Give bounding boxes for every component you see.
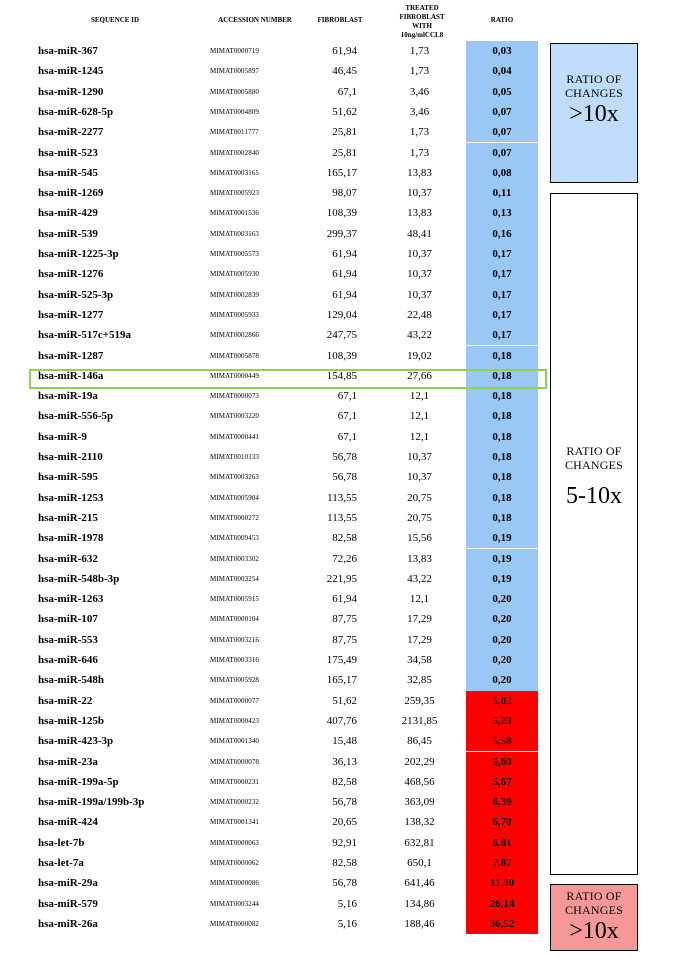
fibroblast-value-cell: 61,94 — [332, 248, 357, 260]
ratio-value-cell: 5,58 — [466, 731, 538, 751]
fibroblast-value-cell: 56,78 — [332, 471, 357, 484]
ratio-value-cell: 0,20 — [466, 650, 538, 670]
fibroblast-value-cell: 154,85 — [326, 369, 357, 382]
ratio-value-cell: 5,67 — [466, 772, 538, 792]
accession-number-cell: MIMAT0003254 — [210, 574, 260, 583]
fibroblast-value-cell: 299,37 — [326, 227, 357, 240]
fibroblast-value-cell: 92,91 — [332, 836, 357, 849]
fibroblast-value-cell: 82,58 — [332, 532, 357, 545]
accession-number-cell: MIMAT0000232 — [210, 798, 260, 807]
ratio-box-bottom-line2: CHANGES — [564, 903, 624, 917]
treated-value-cell: 259,35 — [404, 694, 435, 707]
fibroblast-value-cell: 15,48 — [332, 735, 357, 748]
ratio-value-cell: 0,18 — [466, 467, 538, 487]
ratio-value-cell: 0,18 — [466, 488, 538, 508]
fibroblast-value-cell: 61,94 — [332, 288, 357, 301]
sequence-id-cell: hsa-miR-556-5p — [38, 410, 114, 423]
accession-number-cell: MIMAT0005915 — [210, 595, 260, 604]
sequence-id-cell: hsa-miR-1269 — [38, 187, 104, 200]
accession-number-cell: MIMAT0003244 — [210, 899, 260, 908]
ratio-value-cell: 36,52 — [466, 914, 538, 934]
treated-value-cell: 468,56 — [404, 775, 435, 788]
ratio-value-cell: 0,17 — [466, 305, 538, 325]
treated-value-cell: 202,29 — [404, 755, 435, 768]
ratio-box-bottom-value: >10x — [569, 918, 619, 944]
sequence-id-cell: hsa-miR-525-3p — [38, 288, 114, 301]
ratio-box-bottom-line1: RATIO OF — [566, 889, 622, 903]
accession-number-cell: MIMAT0003316 — [210, 656, 260, 664]
ratio-value-cell: 5,02 — [466, 691, 538, 711]
accession-number-cell: MIMAT0000423 — [210, 716, 260, 725]
accession-number-cell: MIMAT0005878 — [210, 351, 260, 360]
treated-value-cell: 19,02 — [407, 349, 432, 362]
sequence-id-cell: hsa-miR-29a — [38, 877, 98, 890]
treated-value-cell: 188,46 — [404, 917, 435, 930]
ratio-value-cell: 0,20 — [466, 670, 538, 690]
accession-number-cell: MIMAT0002839 — [210, 290, 260, 299]
header-sequence-id: SEQUENCE ID — [90, 16, 140, 24]
sequence-id-cell: hsa-miR-146a — [38, 369, 104, 382]
sequence-id-cell: hsa-miR-595 — [38, 471, 98, 484]
accession-number-cell: MIMAT0005933 — [210, 310, 260, 319]
fibroblast-value-cell: 108,39 — [326, 349, 357, 362]
fibroblast-value-cell: 67,1 — [337, 390, 357, 403]
ratio-box-top-line1: RATIO OF — [566, 72, 622, 86]
ratio-value-cell: 6,39 — [466, 792, 538, 812]
sequence-id-cell: hsa-miR-553 — [38, 633, 98, 646]
fibroblast-value-cell: 56,78 — [332, 451, 357, 463]
header-fibroblast: FIBROBLAST — [317, 16, 363, 24]
sequence-id-cell: hsa-miR-215 — [38, 511, 98, 524]
ratio-value-cell: 0,18 — [466, 427, 538, 447]
ratio-value-cell: 0,18 — [466, 386, 538, 406]
sequence-id-cell: hsa-miR-548h — [38, 674, 105, 687]
treated-value-cell: 43,22 — [407, 329, 432, 342]
fibroblast-value-cell: 46,45 — [332, 65, 357, 78]
treated-value-cell: 10,37 — [407, 451, 432, 463]
sequence-id-cell: hsa-miR-1276 — [38, 268, 104, 281]
ratio-value-cell: 0,20 — [466, 609, 538, 629]
treated-value-cell: 10,37 — [407, 248, 432, 260]
sequence-id-cell: hsa-miR-632 — [38, 552, 98, 565]
sequence-id-cell: hsa-miR-1263 — [38, 593, 104, 606]
treated-value-cell: 3,46 — [409, 105, 430, 118]
accession-number-cell: MIMAT0003220 — [210, 412, 260, 421]
ratio-value-cell: 0,17 — [466, 285, 538, 305]
treated-value-cell: 10,37 — [407, 268, 432, 281]
sequence-id-cell: hsa-miR-26a — [38, 917, 98, 930]
fibroblast-value-cell: 56,78 — [332, 877, 357, 890]
accession-number-cell: MIMAT0000077 — [210, 696, 260, 705]
header-ratio: RATIO — [490, 16, 514, 24]
sequence-id-cell: hsa-miR-628-5p — [38, 105, 114, 118]
fibroblast-value-cell: 25,81 — [332, 146, 357, 159]
sequence-id-cell: hsa-miR-1290 — [38, 85, 104, 98]
ratio-value-cell: 6,70 — [466, 812, 538, 832]
accession-number-cell: MIMAT0005930 — [210, 270, 260, 279]
fibroblast-value-cell: 82,58 — [332, 857, 357, 869]
accession-number-cell: MIMAT0003263 — [210, 473, 260, 482]
accession-number-cell: MIMAT0001536 — [210, 209, 260, 218]
treated-value-cell: 27,66 — [407, 369, 432, 382]
ratio-box-middle — [550, 193, 638, 875]
fibroblast-value-cell: 25,81 — [332, 126, 357, 139]
fibroblast-value-cell: 113,55 — [327, 511, 357, 524]
accession-number-cell: MIMAT0005928 — [210, 676, 260, 685]
accession-number-cell: MIMAT0005904 — [210, 493, 260, 502]
fibroblast-value-cell: 87,75 — [332, 633, 357, 646]
ratio-box-top — [550, 43, 638, 183]
treated-value-cell: 13,83 — [407, 207, 432, 220]
treated-value-cell: 17,29 — [407, 633, 432, 646]
header-treated-fibroblast — [372, 4, 472, 40]
accession-number-cell: MIMAT0003163 — [210, 229, 260, 238]
ratio-box-top-value: >10x — [569, 101, 619, 127]
ratio-value-cell: 0,08 — [466, 163, 538, 183]
sequence-id-cell: hsa-miR-523 — [38, 146, 98, 159]
fibroblast-value-cell: 20,65 — [332, 816, 357, 829]
ratio-value-cell: 7,87 — [466, 853, 538, 873]
ratio-value-cell: 0,20 — [466, 589, 538, 609]
treated-value-cell: 43,22 — [407, 572, 432, 585]
ratio-value-cell: 0,18 — [466, 346, 538, 366]
sequence-id-cell: hsa-let-7b — [38, 836, 85, 849]
ratio-value-cell: 0,13 — [466, 203, 538, 223]
treated-value-cell: 134,86 — [404, 897, 435, 910]
sequence-id-cell: hsa-miR-2110 — [38, 451, 103, 463]
fibroblast-value-cell: 108,39 — [326, 207, 357, 220]
treated-value-cell: 86,45 — [407, 735, 432, 748]
accession-number-cell: MIMAT0003302 — [210, 554, 260, 563]
sequence-id-cell: hsa-miR-1245 — [38, 65, 104, 78]
fibroblast-value-cell: 5,16 — [337, 897, 357, 910]
sequence-id-cell: hsa-miR-2277 — [38, 126, 104, 139]
treated-value-cell: 22,48 — [407, 308, 432, 321]
ratio-value-cell: 0,07 — [466, 122, 538, 142]
ratio-value-cell: 0,07 — [466, 102, 538, 122]
fibroblast-value-cell: 221,95 — [326, 572, 357, 585]
accession-number-cell: MIMAT0005923 — [210, 189, 260, 198]
accession-number-cell: MIMAT0000086 — [210, 879, 260, 888]
fibroblast-value-cell: 51,62 — [332, 694, 357, 707]
header-treated-line4: 10ng/mlCCL8 — [400, 31, 444, 39]
sequence-id-cell: hsa-miR-199a-5p — [38, 775, 119, 788]
sequence-id-cell: hsa-miR-579 — [38, 897, 98, 910]
accession-number-cell: MIMAT0000272 — [210, 513, 260, 522]
sequence-id-cell: hsa-let-7a — [38, 857, 84, 869]
treated-value-cell: 12,1 — [409, 390, 430, 403]
treated-value-cell: 632,81 — [404, 836, 435, 849]
accession-number-cell: MIMAT0003216 — [210, 635, 260, 644]
fibroblast-value-cell: 175,49 — [326, 654, 357, 666]
ratio-value-cell: 0,16 — [466, 224, 538, 244]
treated-value-cell: 10,37 — [407, 187, 432, 200]
fibroblast-value-cell: 61,94 — [332, 268, 357, 281]
treated-value-cell: 34,58 — [407, 654, 432, 666]
treated-value-cell: 10,37 — [407, 471, 432, 484]
treated-value-cell: 20,75 — [407, 511, 432, 524]
ratio-value-cell: 0,20 — [466, 630, 538, 650]
highlight-outline-mir-146a — [29, 369, 547, 389]
ratio-value-cell: 0,18 — [466, 508, 538, 528]
fibroblast-value-cell: 129,04 — [326, 308, 357, 321]
fibroblast-value-cell: 61,94 — [332, 45, 357, 57]
treated-value-cell: 1,73 — [409, 126, 430, 139]
fibroblast-value-cell: 56,78 — [332, 796, 357, 809]
fibroblast-value-cell: 407,76 — [326, 714, 357, 727]
treated-value-cell: 650,1 — [407, 857, 432, 869]
treated-value-cell: 1,73 — [409, 65, 430, 78]
sequence-id-cell: hsa-miR-1277 — [38, 308, 104, 321]
ratio-box-top-line2: CHANGES — [564, 86, 624, 100]
ratio-value-cell: 6,81 — [466, 833, 538, 853]
sequence-id-cell: hsa-miR-539 — [38, 227, 98, 240]
sequence-id-cell: hsa-miR-125b — [38, 714, 105, 727]
treated-value-cell: 13,83 — [407, 552, 432, 565]
fibroblast-value-cell: 247,75 — [326, 329, 357, 342]
accession-number-cell: MIMAT0000073 — [210, 392, 260, 401]
accession-number-cell: MIMAT0005880 — [210, 87, 260, 96]
sequence-id-cell: hsa-miR-517c+519a — [38, 329, 132, 342]
ratio-value-cell: 0,19 — [466, 549, 538, 569]
fibroblast-value-cell: 5,16 — [337, 917, 357, 930]
sequence-id-cell: hsa-miR-424 — [38, 816, 98, 829]
ratio-value-cell: 0,17 — [466, 264, 538, 284]
ratio-box-bottom — [550, 884, 638, 951]
accession-number-cell: MIMAT0000063 — [210, 838, 260, 847]
sequence-id-cell: hsa-miR-423-3p — [38, 735, 114, 748]
accession-number-cell: MIMAT0005897 — [210, 67, 260, 76]
fibroblast-value-cell: 82,58 — [332, 775, 357, 788]
accession-number-cell: MIMAT0000062 — [210, 859, 260, 867]
ratio-value-cell: 0,17 — [466, 244, 538, 264]
ratio-value-cell: 0,04 — [466, 61, 538, 81]
sequence-id-cell: hsa-miR-1978 — [38, 532, 104, 545]
ratio-value-cell: 0,11 — [466, 183, 538, 203]
sequence-id-cell: hsa-miR-19a — [38, 390, 98, 403]
treated-value-cell: 10,37 — [407, 288, 432, 301]
treated-value-cell: 48,41 — [407, 227, 432, 240]
sequence-id-cell: hsa-miR-22 — [38, 694, 93, 707]
ratio-value-cell: 26,14 — [466, 894, 538, 914]
treated-value-cell: 12,1 — [409, 410, 430, 423]
header-treated-line3: WITH — [412, 22, 432, 30]
treated-value-cell: 3,46 — [409, 85, 430, 98]
fibroblast-value-cell: 72,26 — [332, 552, 357, 565]
sequence-id-cell: hsa-miR-1253 — [38, 491, 104, 504]
fibroblast-value-cell: 113,55 — [327, 491, 357, 504]
fibroblast-value-cell: 51,62 — [332, 105, 357, 118]
accession-number-cell: MIMAT0005573 — [210, 250, 260, 258]
sequence-id-cell: hsa-miR-429 — [38, 207, 98, 220]
sequence-id-cell: hsa-miR-1225-3p — [38, 248, 119, 260]
ratio-value-cell: 0,19 — [466, 569, 538, 589]
ratio-value-cell: 0,18 — [466, 366, 538, 386]
treated-value-cell: 138,32 — [404, 816, 435, 829]
fibroblast-value-cell: 67,1 — [337, 410, 357, 423]
sequence-id-cell: hsa-miR-548b-3p — [38, 572, 120, 585]
fibroblast-value-cell: 165,17 — [326, 166, 357, 179]
sequence-id-cell: hsa-miR-9 — [38, 430, 87, 443]
treated-value-cell: 20,75 — [407, 491, 432, 504]
sequence-id-cell: hsa-miR-646 — [38, 654, 98, 666]
treated-value-cell: 641,46 — [404, 877, 435, 890]
ratio-value-cell: 11,30 — [466, 873, 538, 893]
ratio-value-cell: 0,18 — [466, 406, 538, 426]
ratio-value-cell: 0,07 — [466, 143, 538, 163]
ratio-value-cell: 0,05 — [466, 82, 538, 102]
treated-value-cell: 363,09 — [404, 796, 435, 809]
treated-value-cell: 12,1 — [409, 593, 430, 606]
treated-value-cell: 1,73 — [409, 146, 430, 159]
accession-number-cell: MIMAT0002866 — [210, 331, 260, 340]
ratio-value-cell: 5,60 — [466, 752, 538, 772]
ratio-box-middle-line2: CHANGES — [564, 458, 624, 472]
fibroblast-value-cell: 165,17 — [326, 674, 357, 687]
treated-value-cell: 17,29 — [407, 613, 432, 626]
ratio-value-cell: 0,18 — [466, 447, 538, 467]
accession-number-cell: MIMAT0000104 — [210, 615, 260, 624]
accession-number-cell: MIMAT0009453 — [210, 534, 260, 543]
treated-value-cell: 12,1 — [409, 430, 430, 443]
ratio-value-cell: 5,23 — [466, 711, 538, 731]
ratio-value-cell: 0,03 — [466, 41, 538, 61]
treated-value-cell: 13,83 — [407, 166, 432, 179]
fibroblast-value-cell: 87,75 — [332, 613, 357, 626]
accession-number-cell: MIMAT0011777 — [210, 128, 259, 137]
accession-number-cell: MIMAT0003165 — [210, 168, 260, 177]
accession-number-cell: MIMAT0001341 — [210, 818, 260, 827]
treated-value-cell: 32,85 — [407, 674, 432, 687]
fibroblast-value-cell: 67,1 — [337, 430, 357, 443]
sequence-id-cell: hsa-miR-1287 — [38, 349, 104, 362]
accession-number-cell: MIMAT0000719 — [210, 47, 260, 55]
ratio-value-cell: 0,17 — [466, 325, 538, 345]
accession-number-cell: MIMAT0000082 — [210, 919, 260, 928]
treated-value-cell: 15,56 — [407, 532, 432, 545]
fibroblast-value-cell: 98,07 — [332, 187, 357, 200]
accession-number-cell: MIMAT0010133 — [210, 453, 260, 461]
accession-number-cell: MIMAT0000078 — [210, 757, 260, 766]
accession-number-cell: MIMAT0000231 — [210, 777, 260, 786]
sequence-id-cell: hsa-miR-367 — [38, 45, 98, 57]
fibroblast-value-cell: 36,13 — [332, 755, 357, 768]
ratio-box-middle-value: 5-10x — [566, 483, 622, 509]
header-treated-line2: FIBROBLAST — [399, 13, 445, 21]
sequence-id-cell: hsa-miR-23a — [38, 755, 98, 768]
sequence-id-cell: hsa-miR-107 — [38, 613, 98, 626]
accession-number-cell: MIMAT0004809 — [210, 107, 260, 116]
accession-number-cell: MIMAT0000449 — [210, 371, 260, 380]
ratio-value-cell: 0,19 — [466, 528, 538, 548]
sequence-id-cell: hsa-miR-199a/199b-3p — [38, 796, 145, 809]
accession-number-cell: MIMAT0002840 — [210, 148, 260, 157]
header-treated-line1: TREATED — [405, 4, 439, 12]
fibroblast-value-cell: 61,94 — [332, 593, 357, 606]
header-accession-number: ACCESSION NUMBER — [218, 16, 292, 24]
fibroblast-value-cell: 67,1 — [337, 85, 357, 98]
treated-value-cell: 2131,85 — [401, 714, 438, 727]
accession-number-cell: MIMAT0001340 — [210, 737, 260, 746]
ratio-box-middle-line1: RATIO OF — [566, 444, 622, 458]
sequence-id-cell: hsa-miR-545 — [38, 166, 98, 179]
treated-value-cell: 1,73 — [409, 45, 430, 57]
accession-number-cell: MIMAT0000441 — [210, 432, 260, 441]
